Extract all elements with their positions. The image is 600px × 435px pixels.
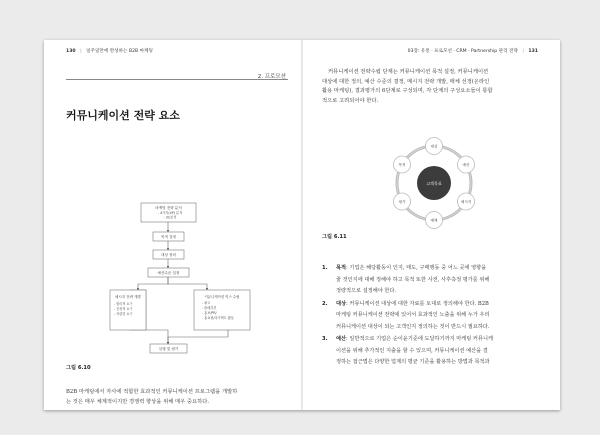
svg-text:대상: 대상	[430, 144, 438, 149]
svg-text:커뮤니케이션 믹스 수립: 커뮤니케이션 믹스 수립	[204, 295, 240, 299]
figure-caption-6-11: 그림 6.11	[322, 234, 347, 240]
svg-text:- 홈쇼핑/다이렉트 활동: - 홈쇼핑/다이렉트 활동	[202, 316, 234, 320]
svg-text:- 광고: - 광고	[202, 301, 211, 305]
svg-text:대상 정의: 대상 정의	[160, 253, 177, 257]
communication-cycle-diagram	[302, 40, 560, 280]
flow-execute-box	[150, 344, 187, 353]
left-running-head: 일주일만에 완성하는 B2B 마케팅	[86, 49, 153, 54]
cycle-node-target	[426, 138, 443, 155]
svg-text:- 판매촉진: - 판매촉진	[202, 306, 217, 310]
svg-text:예산수준 설정: 예산수준 설정	[157, 271, 180, 275]
communication-flowchart	[44, 40, 302, 370]
flow-message-box	[110, 290, 146, 330]
svg-text:목적: 목적	[398, 163, 406, 167]
svg-text:- 감성적 요구: - 감성적 요구	[114, 307, 133, 311]
cycle-node-evaluation	[394, 193, 411, 210]
body-line: 커뮤니케이션 전략수립 단계는 커뮤니케이션 목적 설정, 커뮤니케이션	[328, 69, 489, 75]
flow-top-title: 마케팅 전략 분석	[155, 206, 182, 210]
svg-text:- 합리적 요구: - 합리적 요구	[114, 302, 133, 306]
body-line: 대상에 대한 정의, 예산 수준의 결정, 메시지 전략 개발, 매체 선정(온라인	[322, 78, 490, 85]
flow-top-line: - 4가지(4P) 분석	[157, 211, 183, 215]
flow-step-budget	[148, 268, 189, 277]
header-divider: |	[80, 49, 82, 54]
body-line: 활용 마케팅), 결과평가의 6단계로 구성되며, 각 단계의 구성요소들이 통합	[322, 88, 493, 94]
svg-text:실행 및 평가: 실행 및 평가	[158, 347, 179, 351]
list-item: 2. 대상: 커뮤니케이션 대상에 대한 자료를 토대로 정의해야 한다. B2B 마케팅 커뮤니케이션 전략에 있어서 효과적인 노출을 위해 누가 우리 커뮤니케이션 대상이 되는 고객인지 정의하는 것이 반드시 필요하다.	[322, 300, 490, 330]
svg-text:목적 설정: 목적 설정	[160, 235, 177, 239]
svg-text:예산: 예산	[462, 163, 470, 167]
right-page-number: 131	[528, 49, 538, 54]
svg-text:평가: 평가	[398, 200, 406, 204]
svg-text:매체: 매체	[430, 218, 438, 223]
svg-text:- 저렴한 요구: - 저렴한 요구	[114, 312, 133, 316]
svg-text:메시지 전략 개발: 메시지 전략 개발	[115, 295, 141, 299]
flow-top-box	[141, 203, 196, 222]
left-page-number: 130	[66, 49, 76, 54]
cycle-node-budget	[458, 156, 475, 173]
cycle-node-objective	[394, 156, 411, 173]
cycle-center	[417, 166, 451, 200]
svg-text:고객목표: 고객목표	[426, 181, 442, 186]
strategy-steps-list	[322, 263, 532, 370]
svg-text:메시지: 메시지	[460, 200, 472, 204]
list-item: 3. 예산: 일반적으로 기업은 순이윤기준에 도달하기까지 마케팅 커뮤니케 이션을 위해 추가적인 지출을 할 수 있으며, 커뮤니케이션 예산을 결 정하는 접근법은 다양한 업계의 평균 기준을 활용하는 방법과 목적과	[322, 336, 493, 365]
header-divider: |	[522, 49, 524, 54]
list-item: 1. 목적: 기업은 해당활동이 인지, 태도, 구매행동 중 어느 곳에 영향을 줄 것인지에 대해 정해야 하고 목적 또한 사전, 사후측정 평가를 위해 정량적으로 설정해야 한다.	[322, 265, 490, 294]
svg-text:- 홍보/PR/: - 홍보/PR/	[202, 311, 217, 315]
right-running-head: 03장: 유통 · 프로모션 · CRM · Partnership 관리 전략	[407, 49, 518, 54]
section-title: 커뮤니케이션 전략 요소	[66, 109, 180, 122]
body-line: 적으로 고려되어야 한다.	[322, 97, 379, 104]
flow-step-objective	[153, 232, 184, 241]
flow-step-target	[153, 250, 184, 259]
left-page	[44, 40, 302, 410]
right-page	[302, 40, 560, 410]
figure-caption-6-10: 그림 6.10	[66, 365, 91, 371]
chapter-tag: 2. 프로모션	[257, 74, 286, 80]
cycle-node-media	[426, 212, 443, 229]
flow-mix-box	[194, 290, 250, 330]
book-spread	[44, 40, 560, 410]
flow-top-line: - 3C분석	[163, 215, 177, 220]
cycle-node-message	[458, 193, 475, 210]
left-body-text	[66, 388, 286, 407]
body-line: B2B 마케팅에서 자사에 적합한 효과적인 커뮤니케이션 프로그램을 개발하	[66, 389, 238, 395]
body-line: 는 것은 매우 체계적이지만 경쟁력 향상을 위해 매우 중요하다.	[66, 398, 210, 405]
